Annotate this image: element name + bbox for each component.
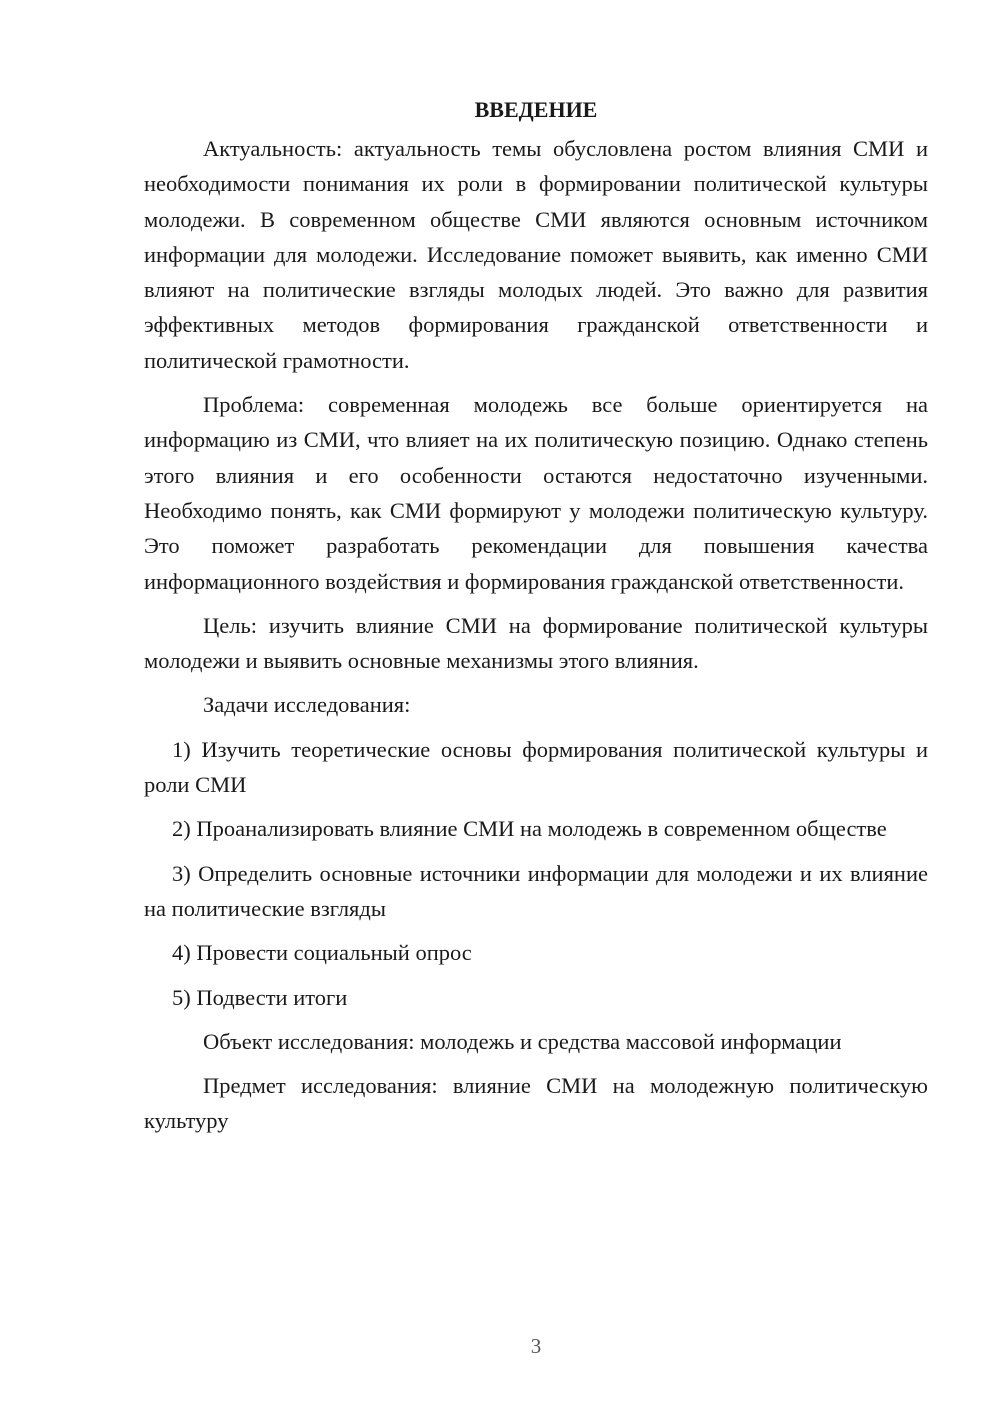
tasks-title: Задачи исследования: [203,692,411,718]
problem-paragraph: Проблема: современная молодежь все больше ориентируется на информацию из СМИ, что влияет на их политическую позицию. Однако степень этого влияния и его особенности остаются недостаточно изученными. Необходимо понять, как СМИ формируют у молодежи политическую культуру. Это поможет разработать рекомендации для повышения качества информационного воздействия и формирования гражданской ответственности. [144,392,928,594]
task-item-5: 5) Подвести итоги [172,984,348,1010]
section-heading: ВВЕДЕНИЕ [474,97,598,122]
object-paragraph: Объект исследования: молодежь и средства массовой информации [203,1028,842,1054]
task-item-2: 2) Проанализировать влияние СМИ на молодежь в современном обществе [172,816,887,842]
page-body [144,92,928,1148]
relevance-paragraph: Актуальность: актуальность темы обусловлена ростом влияния СМИ и необходимости понимания их роли в формировании политической культуры молодежи. В современном обществе СМИ являются основным источником информации для молодежи. Исследование поможет выявить, как именно СМИ влияют на политические взгляды молодых людей. Это важно для развития эффективных методов формирования гражданской ответственности и политической грамотности. [144,136,928,373]
goal-paragraph: Цель: изучить влияние СМИ на формирование политической культуры молодежи и выявить основные механизмы этого влияния. [144,612,928,674]
task-item-4: 4) Провести социальный опрос [172,940,472,966]
page-number: 3 [530,1334,542,1358]
task-item-3: 3) Определить основные источники информации для молодежи и их влияние на политические взгляды [144,860,928,921]
task-item-1: 1) Изучить теоретические основы формирования политической культуры и роли СМИ [144,736,928,798]
subject-paragraph: Предмет исследования: влияние СМИ на молодежную политическую культуру [144,1073,928,1134]
